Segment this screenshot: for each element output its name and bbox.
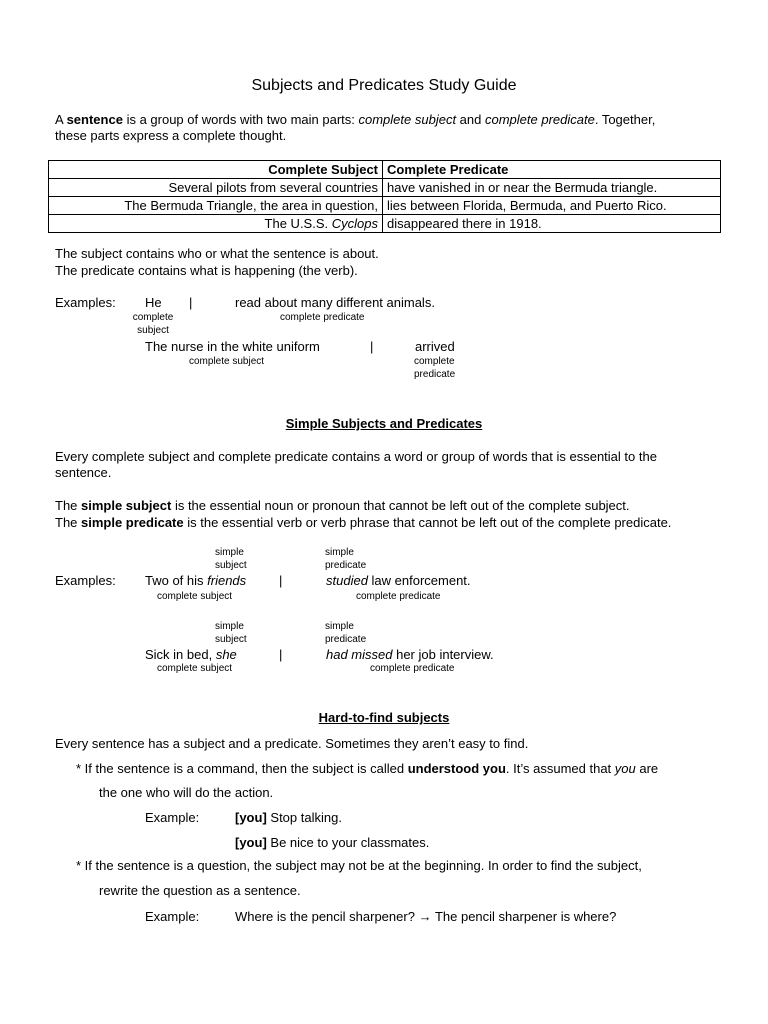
example-predicate: read about many different animals. <box>235 295 435 310</box>
complete-predicate-label: complete predicate <box>414 356 456 380</box>
question-example: Where is the pencil sharpener? → The pencil sharpener is where? <box>235 909 617 924</box>
table-cell-subject: Several pilots from several countries <box>49 179 383 197</box>
table-cell-predicate: lies between Florida, Bermuda, and Puerto Rico. <box>383 197 721 215</box>
example-subject: Two of his friends <box>145 573 247 588</box>
example-predicate: studied law enforcement. <box>326 573 471 588</box>
examples-label: Examples: <box>55 573 116 588</box>
example-label: Example: <box>145 810 200 825</box>
table-row <box>49 215 721 233</box>
command-example-1: [you] Stop talking. <box>235 810 342 825</box>
table-row <box>49 197 721 215</box>
right-arrow-icon: → <box>418 909 432 924</box>
divider-bar: | <box>370 339 374 354</box>
subject-predicate-table <box>48 160 721 233</box>
simple-predicate-label: simple predicate <box>325 547 367 571</box>
subject-definition: The subject contains who or what the sentence is about. <box>55 246 379 261</box>
simple-subject-definition: The simple subject is the essential noun or pronoun that cannot be left out of the complete subject. <box>55 498 630 513</box>
complete-subject-label: complete subject <box>157 663 233 674</box>
example-subject: He <box>145 295 162 310</box>
table-header-predicate: Complete Predicate <box>383 161 721 179</box>
simple-subject-label: simple subject <box>215 547 247 571</box>
simple-predicate-label: simple predicate <box>325 621 367 645</box>
page-title: Subjects and Predicates Study Guide <box>251 77 517 94</box>
command-rule-line-2: the one who will do the action. <box>99 785 274 800</box>
divider-bar: | <box>189 295 193 310</box>
intro-line-1: A sentence is a group of words with two main parts: complete subject and complete predicate. Together, <box>55 112 656 127</box>
question-rule-line-1: * If the sentence is a question, the subject may not be at the beginning. In order to find the subject, <box>76 858 642 873</box>
simple-predicate-definition: The simple predicate is the essential verb or verb phrase that cannot be left out of the complete predicate. <box>55 515 672 530</box>
table-cell-predicate: disappeared there in 1918. <box>383 215 721 233</box>
table-cell-subject: The Bermuda Triangle, the area in question, <box>49 197 383 215</box>
table-header-subject: Complete Subject <box>49 161 383 179</box>
divider-bar: | <box>279 573 283 588</box>
table-header-row <box>49 161 721 179</box>
complete-subject-label: complete subject <box>189 356 265 367</box>
complete-subject-label: complete subject <box>132 312 174 336</box>
examples-label: Examples: <box>55 295 116 310</box>
command-example-2: [you] Be nice to your classmates. <box>235 835 430 850</box>
example-subject: Sick in bed, she <box>145 647 237 662</box>
example-label: Example: <box>145 909 200 924</box>
complete-predicate-label: complete predicate <box>280 312 365 323</box>
predicate-definition: The predicate contains what is happening (the verb). <box>55 263 358 278</box>
intro-line-2: these parts express a complete thought. <box>55 128 287 143</box>
section-heading-simple: Simple Subjects and Predicates <box>285 416 483 431</box>
simple-para-line-1: Every complete subject and complete predicate contains a word or group of words that is essential to the <box>55 449 657 464</box>
example-predicate: arrived <box>415 339 455 354</box>
table-cell-subject: The U.S.S. Cyclops <box>49 215 383 233</box>
table-row <box>49 179 721 197</box>
hard-intro: Every sentence has a subject and a predicate. Sometimes they aren’t easy to find. <box>55 736 529 751</box>
complete-predicate-label: complete predicate <box>370 663 455 674</box>
question-rule-line-2: rewrite the question as a sentence. <box>99 883 301 898</box>
section-heading-hard: Hard-to-find subjects <box>318 710 450 725</box>
command-rule-line-1: * If the sentence is a command, then the subject is called understood you. It’s assumed that you are <box>76 761 659 776</box>
divider-bar: | <box>279 647 283 662</box>
table-cell-predicate: have vanished in or near the Bermuda triangle. <box>383 179 721 197</box>
example-predicate: had missed her job interview. <box>326 647 494 662</box>
simple-para-line-2: sentence. <box>55 465 112 480</box>
complete-subject-label: complete subject <box>157 591 233 602</box>
simple-subject-label: simple subject <box>215 621 247 645</box>
example-subject: The nurse in the white uniform <box>145 339 320 354</box>
complete-predicate-label: complete predicate <box>356 591 441 602</box>
